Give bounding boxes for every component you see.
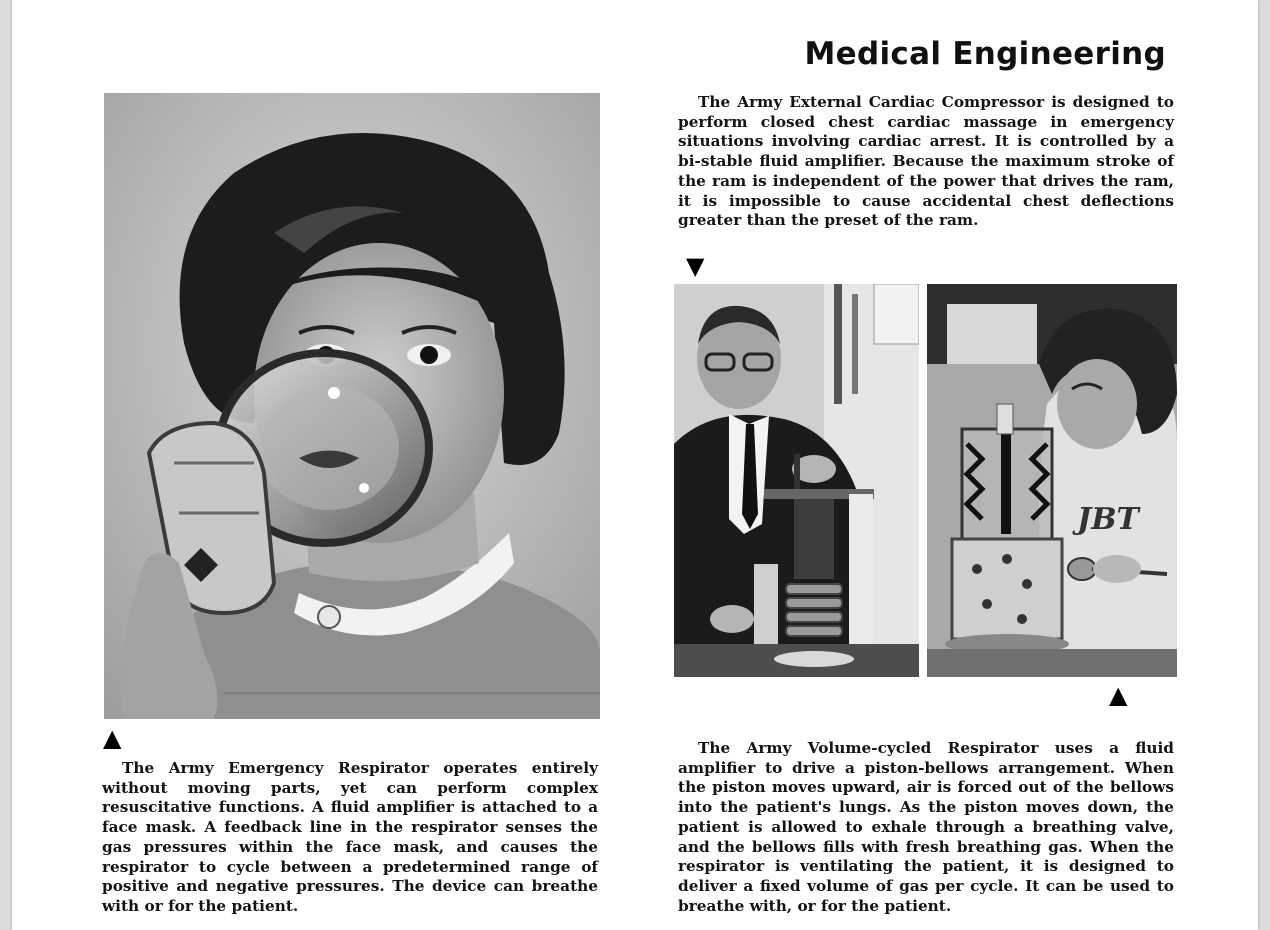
compressor-caption: The Army External Cardiac Compressor is designed to perform closed chest cardiac massage in emergency situations involving cardiac arrest. It is controlled by a bi-stable fluid amplifier. Because the maximum stroke of the ram is independent of the power that drives the ram, it is impossible to cause accidental chest deflections greater than the preset of the ram. xyxy=(678,93,1174,230)
respirator-mask-photo xyxy=(104,93,600,719)
page-heading: Medical Engineering xyxy=(804,36,1166,72)
pointer-up-right: ▲ xyxy=(1109,681,1128,709)
document-page xyxy=(12,0,1258,930)
compressor-engineer-photo xyxy=(674,284,919,677)
pointer-up-left: ▲ xyxy=(103,724,122,752)
volume-respirator-photo xyxy=(927,284,1177,677)
volume-respirator-caption: The Army Volume-cycled Respirator uses a fluid amplifier to drive a piston-bellows arrangement. When the piston moves upward, air is forced out of the bellows into the patient's lungs. As the piston moves down, the patient is allowed to exhale through a breathing valve, and the bellows fills with fresh breathing gas. When the respirator is ventilating the patient, it is designed to deliver a fixed volume of gas per cycle. It can be used to breathe with, or for the patient. xyxy=(678,739,1174,915)
pointer-down: ▼ xyxy=(686,252,705,280)
emergency-respirator-caption: The Army Emergency Respirator operates entirely without moving parts, yet can perform complex resuscitative functions. A fluid amplifier is attached to a face mask. A feedback line in the respirator senses the gas pressures within the face mask, and causes the respirator to cycle between a predetermined range of positive and negative pressures. The device can breathe with or for the patient. xyxy=(102,759,598,915)
sweater-monogram: JBT xyxy=(1077,502,1139,537)
